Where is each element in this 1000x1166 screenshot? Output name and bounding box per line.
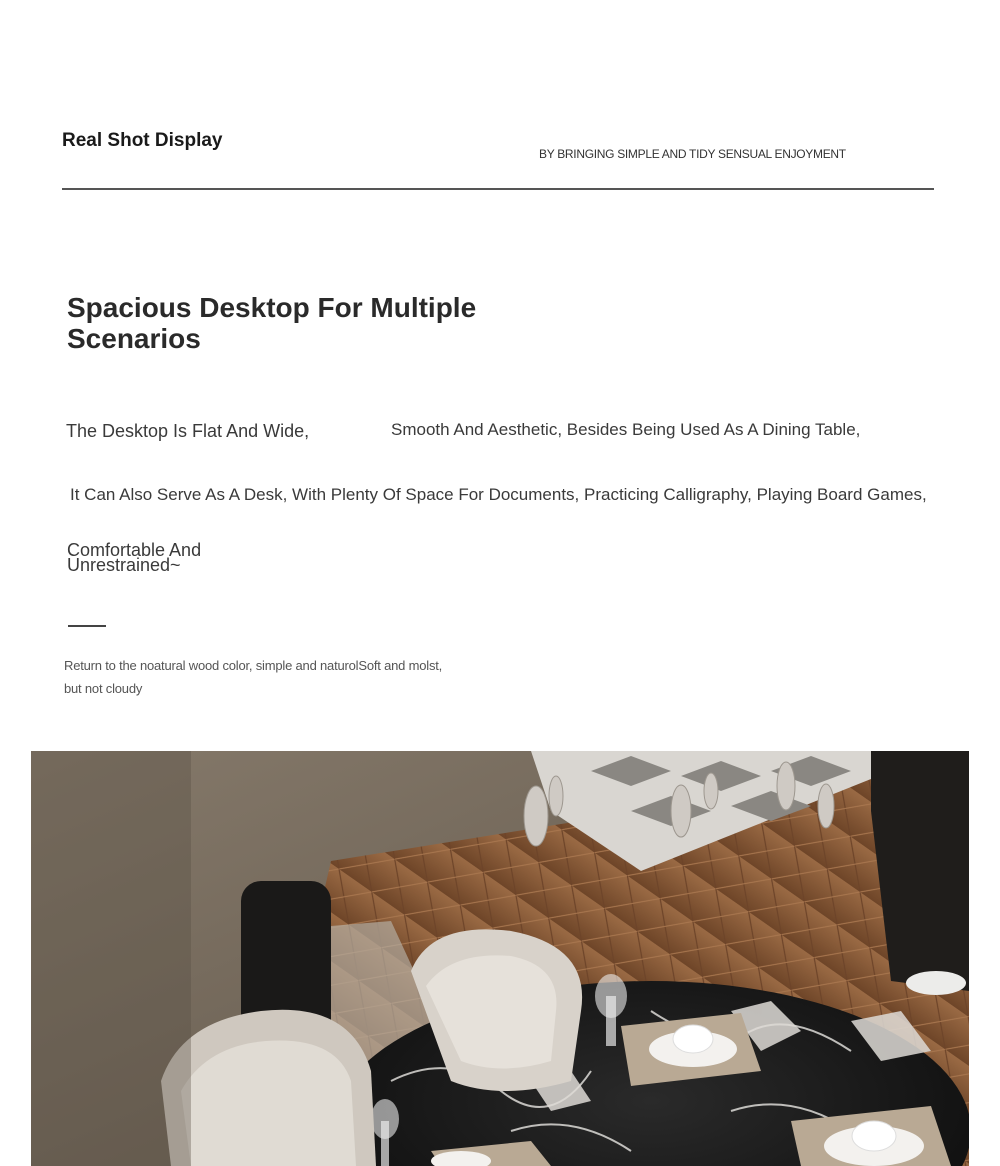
- feature-heading: Spacious Desktop For Multiple Scenarios: [67, 292, 477, 354]
- product-photo: [31, 751, 969, 1166]
- robot-vacuum: [906, 971, 966, 995]
- accent-divider: [68, 625, 106, 627]
- body-line-3: It Can Also Serve As A Desk, With Plenty Of Space For Documents, Practicing Calligraphy, Playing Board Games,: [70, 485, 927, 504]
- tagline: BY BRINGING SIMPLE AND TIDY SENSUAL ENJOYMENT: [539, 147, 846, 161]
- body-line-1: The Desktop Is Flat And Wide,: [66, 421, 310, 441]
- material-note: Return to the noatural wood color, simple and naturolSoft and molst, but not cloudy: [64, 658, 443, 696]
- body-line-2: Smooth And Aesthetic, Besides Being Used As A Dining Table,: [391, 420, 861, 439]
- dining-room-illustration: [31, 751, 969, 1166]
- header-divider: [62, 188, 934, 190]
- closing-line: Comfortable And Unrestrained~: [67, 540, 202, 575]
- section-title: Real Shot Display: [62, 130, 223, 151]
